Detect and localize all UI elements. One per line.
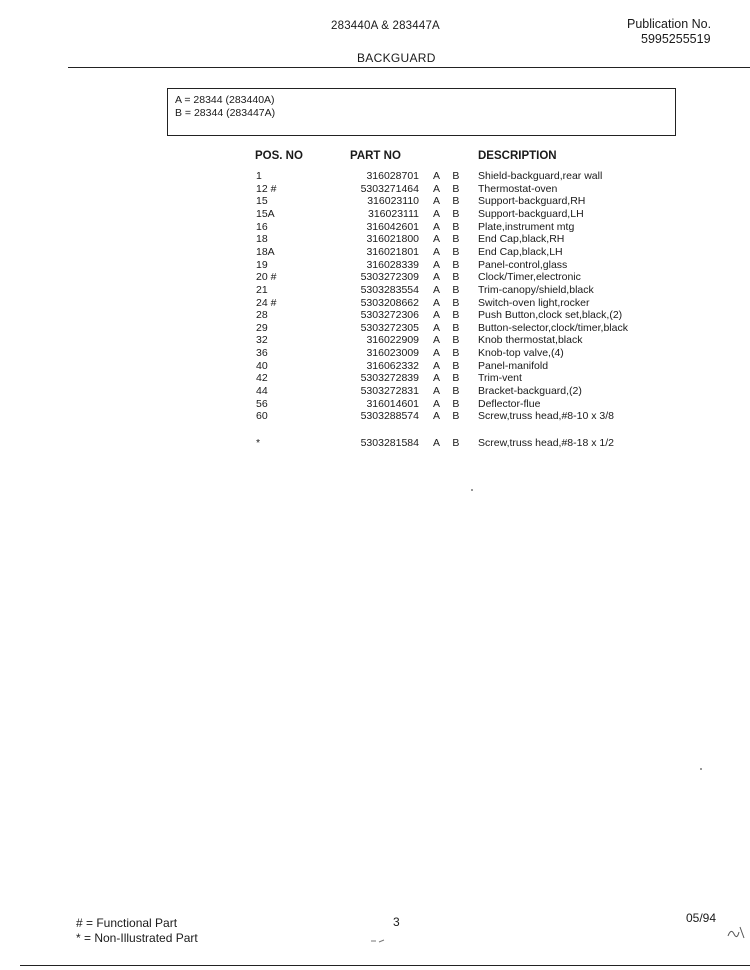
table-row	[0, 347, 750, 360]
model-applicability-cell: A B	[433, 182, 465, 195]
model-applicability-cell: A B	[433, 195, 465, 208]
pos-cell: 1	[256, 170, 262, 182]
table-row	[0, 297, 750, 310]
handwritten-mark	[725, 924, 747, 942]
pos-cell: 24 #	[256, 296, 277, 309]
description-cell: Shield-backguard,rear wall	[478, 170, 603, 182]
part-number-cell: 316022909	[366, 334, 419, 347]
column-header-pos: POS. NO	[255, 150, 303, 162]
part-number-cell: 316023111	[368, 207, 419, 220]
pos-cell: 60	[256, 410, 268, 423]
description-cell: Screw,truss head,#8-10 x 3/8	[478, 410, 614, 423]
table-row	[0, 437, 750, 450]
part-number-cell: 5303271464	[360, 182, 419, 195]
table-row	[0, 170, 750, 183]
section-title: BACKGUARD	[357, 51, 436, 65]
model-applicability-cell: A B	[433, 321, 465, 334]
description-cell: Bracket-backguard,(2)	[478, 385, 582, 398]
column-header-part: PART NO	[350, 150, 401, 162]
model-applicability-cell: A B	[433, 296, 465, 309]
part-number-cell: 316062332	[366, 359, 419, 372]
scan-artifact	[370, 938, 388, 944]
pos-cell: 12 #	[256, 182, 277, 195]
revision-date: 05/94	[686, 911, 717, 925]
part-number-cell: 316042601	[366, 220, 419, 233]
description-cell: End Cap,black,LH	[478, 245, 563, 258]
pos-cell: 15A	[256, 207, 275, 220]
model-applicability-cell: A B	[433, 271, 465, 284]
model-numbers: 283440A & 283447A	[331, 20, 440, 32]
model-applicability-cell: A B	[433, 347, 465, 360]
pos-cell: 32	[256, 334, 268, 347]
part-number-cell: 316028339	[366, 258, 419, 271]
description-cell: Screw,truss head,#8-18 x 1/2	[478, 437, 614, 449]
part-number-cell: 316023110	[367, 195, 419, 208]
model-applicability-cell: A B	[433, 372, 465, 385]
pos-cell: 19	[256, 258, 268, 271]
pos-cell: 15	[256, 195, 268, 208]
model-applicability-cell: A B	[433, 207, 465, 220]
table-row	[0, 334, 750, 347]
table-row	[0, 246, 750, 259]
publication-number: 5995255519	[641, 32, 711, 46]
part-number-cell: 5303283554	[360, 283, 419, 296]
part-number-cell: 5303208662	[360, 296, 419, 309]
table-row	[0, 322, 750, 335]
description-cell: Panel-manifold	[478, 359, 549, 372]
table-row	[0, 271, 750, 284]
part-number-cell: 316021800	[366, 233, 419, 246]
table-row	[0, 360, 750, 373]
table-row	[0, 372, 750, 385]
pos-cell: 42	[256, 372, 268, 385]
table-row	[0, 233, 750, 246]
table-row	[0, 284, 750, 297]
model-applicability-cell: A B	[433, 437, 465, 449]
legend-model-a: A = 28344 (283440A)	[175, 94, 275, 106]
table-row	[0, 398, 750, 411]
description-cell: Button-selector,clock/timer,black	[478, 321, 628, 334]
table-row	[0, 195, 750, 208]
description-cell: Thermostat-oven	[478, 182, 558, 195]
legend-model-b: B = 28344 (283447A)	[175, 107, 276, 119]
description-cell: Clock/Timer,electronic	[478, 271, 581, 284]
footer-divider	[20, 965, 750, 966]
pos-cell: *	[256, 437, 261, 449]
model-applicability-cell: A B	[433, 309, 465, 322]
pos-cell: 36	[256, 347, 268, 360]
model-applicability-cell: A B	[433, 283, 465, 296]
description-cell: Push Button,clock set,black,(2)	[478, 309, 623, 322]
part-number-cell: 5303281584	[360, 437, 419, 449]
part-number-cell: 316014601	[366, 397, 419, 410]
model-applicability-cell: A B	[433, 233, 465, 246]
pos-cell: 16	[256, 220, 268, 233]
part-number-cell: 5303272839	[360, 372, 419, 385]
pos-cell: 21	[256, 283, 268, 296]
model-applicability-cell: A B	[433, 334, 465, 347]
part-number-cell: 5303288574	[360, 410, 419, 423]
pos-cell: 40	[256, 359, 268, 372]
table-row	[0, 208, 750, 221]
non-illustrated-part-note: * = Non-Illustrated Part	[76, 931, 198, 945]
description-cell: Switch-oven light,rocker	[478, 296, 590, 309]
description-cell: Knob thermostat,black	[478, 334, 583, 347]
model-applicability-cell: A B	[433, 170, 465, 182]
table-row	[0, 385, 750, 398]
part-number-cell: 5303272831	[360, 385, 419, 398]
part-number-cell: 316028701	[366, 170, 419, 182]
pos-cell: 44	[256, 385, 268, 398]
table-row	[0, 259, 750, 272]
functional-part-note: # = Functional Part	[76, 916, 178, 930]
pos-cell: 28	[256, 309, 268, 322]
publication-label: Publication No.	[627, 17, 712, 31]
model-applicability-cell: A B	[433, 220, 465, 233]
description-cell: End Cap,black,RH	[478, 233, 565, 246]
part-number-cell: 5303272305	[360, 321, 419, 334]
scan-speck	[700, 768, 702, 770]
table-row	[0, 410, 750, 423]
page-number: 3	[393, 915, 400, 929]
pos-cell: 29	[256, 321, 268, 334]
table-row	[0, 183, 750, 196]
pos-cell: 56	[256, 397, 268, 410]
description-cell: Panel-control,glass	[478, 258, 568, 271]
pos-cell: 18	[256, 233, 268, 246]
model-applicability-cell: A B	[433, 359, 465, 372]
model-applicability-cell: A B	[433, 245, 465, 258]
table-row	[0, 309, 750, 322]
model-applicability-cell: A B	[433, 258, 465, 271]
description-cell: Knob-top valve,(4)	[478, 347, 564, 360]
description-cell: Plate,instrument mtg	[478, 220, 575, 233]
column-header-description: DESCRIPTION	[478, 150, 557, 162]
description-cell: Deflector-flue	[478, 397, 541, 410]
pos-cell: 18A	[256, 245, 275, 258]
model-applicability-cell: A B	[433, 410, 465, 423]
part-number-cell: 316021801	[366, 245, 419, 258]
description-cell: Support-backguard,LH	[478, 207, 584, 220]
model-applicability-cell: A B	[433, 385, 465, 398]
part-number-cell: 316023009	[366, 347, 419, 360]
scan-speck	[471, 489, 473, 491]
description-cell: Trim-canopy/shield,black	[478, 283, 594, 296]
model-applicability-cell: A B	[433, 397, 465, 410]
table-row	[0, 221, 750, 234]
pos-cell: 20 #	[256, 271, 277, 284]
part-number-cell: 5303272309	[360, 271, 419, 284]
description-cell: Trim-vent	[478, 372, 522, 385]
part-number-cell: 5303272306	[360, 309, 419, 322]
description-cell: Support-backguard,RH	[478, 195, 586, 208]
